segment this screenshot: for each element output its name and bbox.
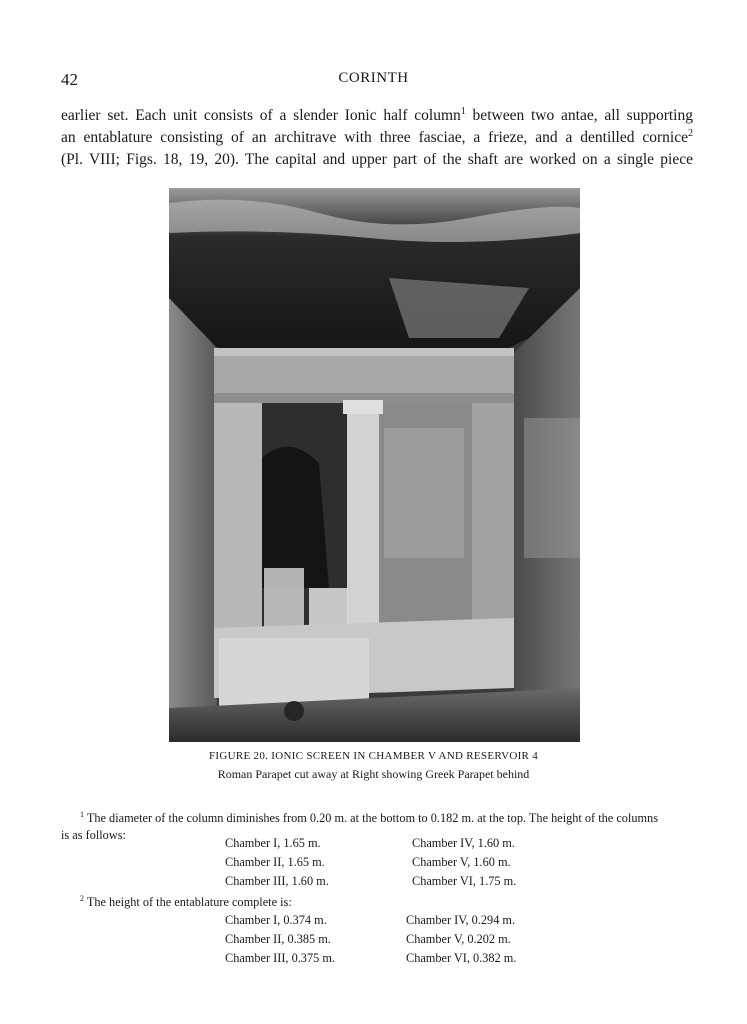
body-text: an entablature consisting of an architrave with three fasciae, a frieze, and a dentilled cornice (61, 129, 688, 146)
table-cell: Chamber II, 0.385 m. (225, 932, 331, 946)
page-number: 42 (61, 70, 78, 89)
table-cell: Chamber V, 0.202 m. (406, 932, 511, 946)
body-line-3: (Pl. VIII; Figs. 18, 19, 20). The capital and upper part of the shaft are worked on a single piece (61, 151, 693, 168)
table-cell: Chamber I, 0.374 m. (225, 913, 327, 927)
running-head: CORINTH (338, 70, 409, 86)
photo-illustration (169, 188, 580, 742)
footnote-2 (80, 894, 292, 910)
left-wall (169, 298, 217, 742)
ionic-half-column (347, 403, 379, 628)
table-cell: Chamber III, 1.60 m. (225, 874, 329, 888)
body-text: earlier set. Each unit consists of a slender Ionic half column (61, 107, 461, 124)
table-cell: Chamber IV, 0.294 m. (406, 913, 516, 927)
table-cell: Chamber II, 1.65 m. (225, 855, 325, 869)
footnote-ref-1[interactable]: 1 (460, 105, 466, 117)
footnote-1-cont: is as follows: (61, 828, 126, 842)
body-line-2 (61, 129, 693, 147)
footnote-mark: 2 (80, 894, 84, 903)
table-cell: Chamber VI, 0.382 m. (406, 951, 517, 965)
right-anta (472, 403, 514, 643)
figure-caption-title: FIGURE 20. IONIC SCREEN IN CHAMBER V AND RESERVOIR 4 (208, 750, 539, 762)
footnote-text: The height of the entablature complete is: (86, 895, 292, 910)
table-cell: Chamber V, 1.60 m. (412, 855, 511, 869)
figure-photograph (169, 188, 580, 742)
table-cell: Chamber III, 0.375 m. (225, 951, 335, 965)
footnote-mark: 1 (80, 810, 84, 819)
left-anta (214, 403, 262, 633)
footnote-ref-2[interactable]: 2 (688, 127, 693, 139)
body-text: between two antae, all supporting (465, 107, 693, 124)
footnote-1 (80, 810, 658, 826)
table-cell: Chamber VI, 1.75 m. (412, 874, 517, 888)
footnote-text: The diameter of the column diminishes from 0.20 m. at the bottom to 0.182 m. at the top. The height of the columns (86, 811, 658, 826)
table-cell: Chamber I, 1.65 m. (225, 836, 321, 850)
figure-caption-subtitle: Roman Parapet cut away at Right showing Greek Parapet behind (217, 767, 530, 781)
table-cell: Chamber IV, 1.60 m. (412, 836, 515, 850)
body-line-1 (61, 107, 693, 125)
